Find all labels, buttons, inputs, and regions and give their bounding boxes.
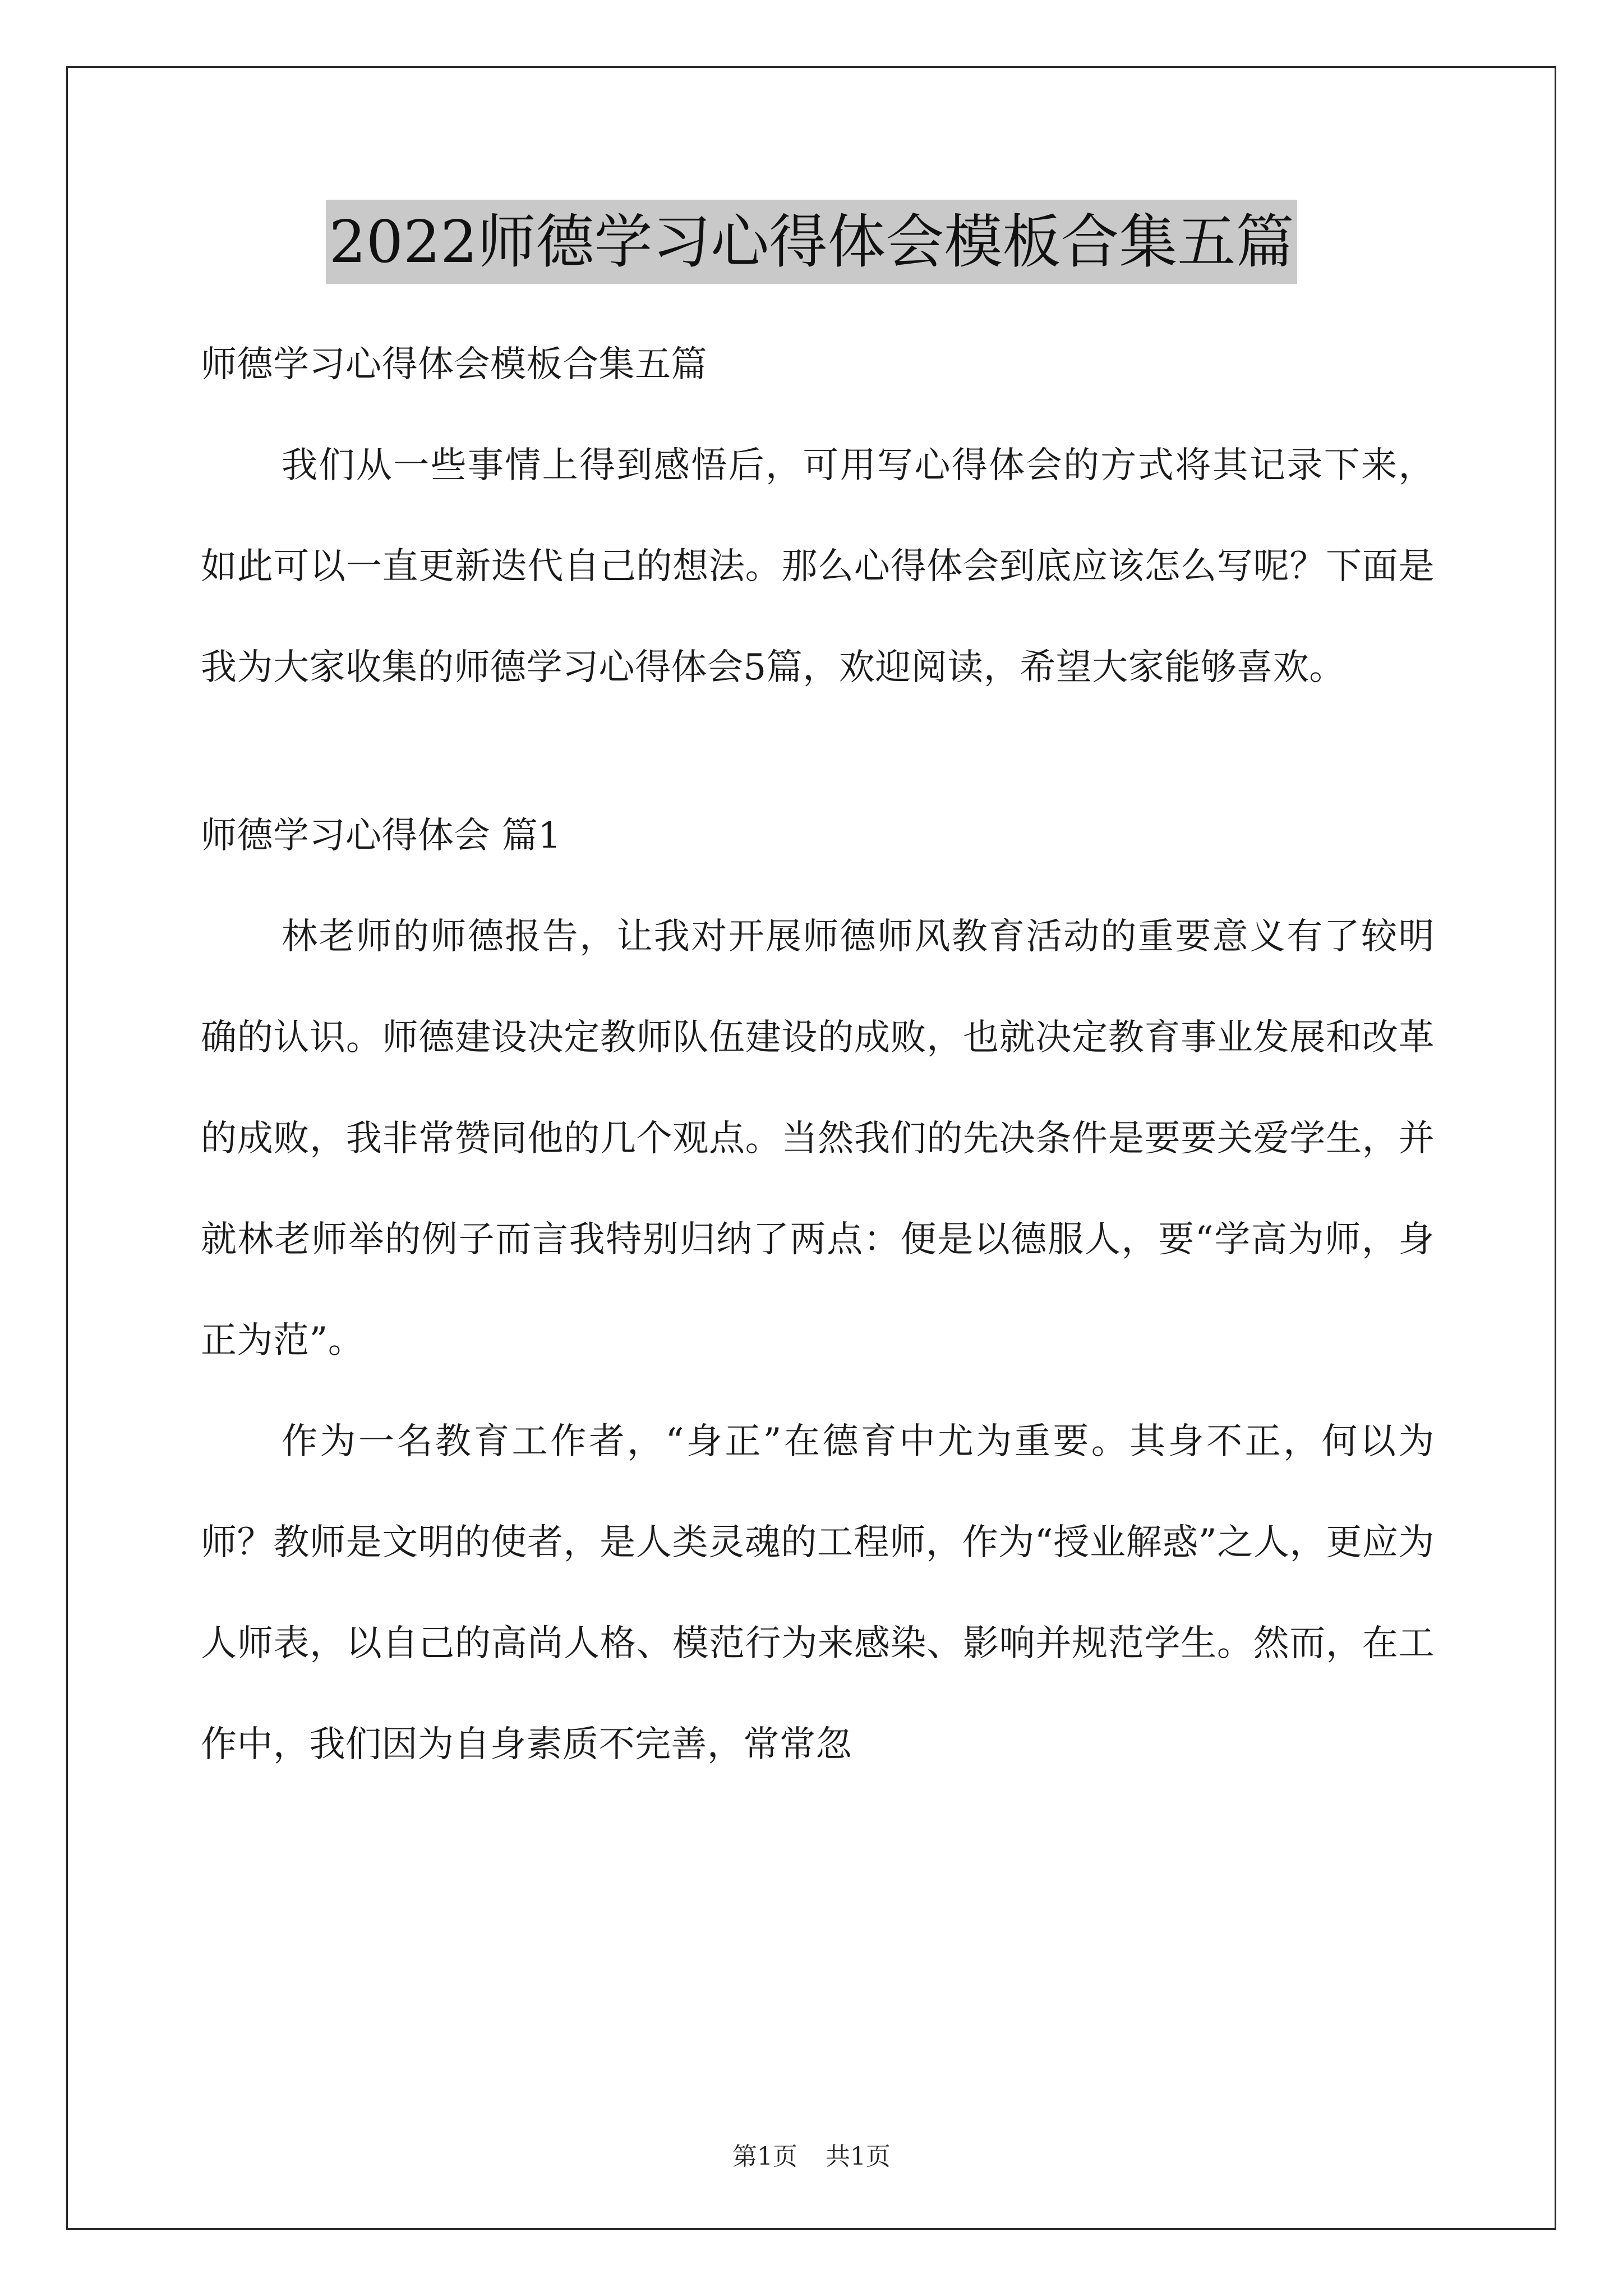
section-spacer <box>201 718 1435 785</box>
page-footer <box>0 2136 1623 2172</box>
body-paragraph: 林老师的师德报告，让我对开展师德师风教育活动的重要意义有了较明确的认识。师德建设决定教师队伍建设的成败，也就决定教育事业发展和改革的成败，我非常赞同他的几个观点。当然我们的先决条件是要要关爱学生，并就林老师举的例子而言我特别归纳了两点：便是以德服人，要“学高为师，身正为范”。 <box>201 916 1435 1361</box>
body-paragraph: 作为一名教育工作者，“身正”在德育中尤为重要。其身不正，何以为师？教师是文明的使者，是人类灵魂的工程师，作为“授业解惑”之人，更应为人师表，以自己的高尚人格、模范行为来感染、影响并规范学生。然而，在工作中，我们因为自身素质不完善，常常忽 <box>201 1421 1435 1765</box>
document-body <box>201 314 1435 1795</box>
intro-paragraph: 我们从一些事情上得到感悟后，可用写心得体会的方式将其记录下来，如此可以一直更新迭代自己的想法。那么心得体会到底应该怎么写呢？下面是我为大家收集的师德学习心得体会5篇，欢迎阅读，希望大家能够喜欢。 <box>201 445 1435 688</box>
document-subtitle: 师德学习心得体会模板合集五篇 <box>201 344 707 385</box>
document-title: 2022师德学习心得体会模板合集五篇 <box>326 200 1298 284</box>
page-number: 第1页 <box>732 2142 797 2171</box>
title-container <box>0 200 1623 284</box>
section-heading: 师德学习心得体会 篇1 <box>201 815 561 857</box>
page-total: 共1页 <box>826 2142 891 2171</box>
